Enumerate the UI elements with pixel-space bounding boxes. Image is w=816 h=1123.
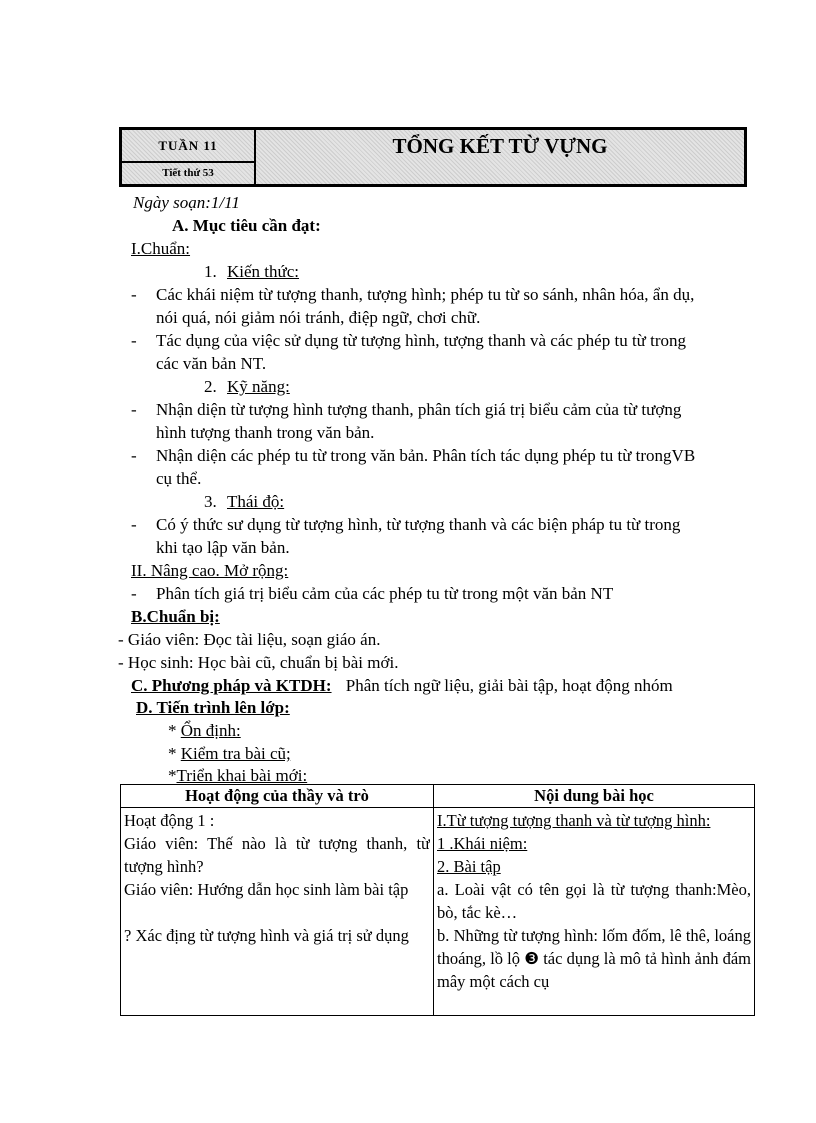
week-label: TUẦN 11 (122, 130, 254, 163)
table-row (121, 808, 755, 1016)
prep-date: Ngày soạn:1/11 (133, 193, 240, 212)
exercise-b-text-cont: tác dụng là mô tả hình ảnh đám mây một cách cụ (437, 949, 751, 991)
bullet-dash: - (131, 515, 137, 534)
content-cell (434, 808, 755, 1016)
header-left-panel (122, 130, 256, 184)
step-star: * (168, 744, 177, 763)
skills-title: Kỹ năng: (227, 377, 290, 396)
step-check-old-lesson (168, 743, 291, 765)
advanced-label-text: II. Nâng cao. Mở rộng: (131, 561, 289, 580)
section-c-content: Phân tích ngữ liệu, giải bài tập, hoạt động nhóm (345, 676, 673, 695)
content-heading: I.Từ tượng tượng thanh và từ tượng hình: (437, 811, 711, 830)
content-item-exercise (437, 855, 751, 878)
attitude-title: Thái độ: (227, 492, 285, 511)
section-b-heading (131, 606, 220, 628)
circled-three-icon: ❸ (524, 949, 540, 968)
advanced-label (131, 560, 288, 582)
step-text: Triển khai bài mới: (176, 766, 308, 785)
step-stabilize (168, 720, 241, 742)
attitude-num: 3. (204, 492, 217, 511)
knowledge-bullet-2-line-1: Tác dụng của việc sử dụng từ tượng hình, tượng thanh và các phép tu từ trong (156, 331, 687, 350)
skills-num: 2. (204, 377, 217, 396)
content-item-concept (437, 832, 751, 855)
content-body (437, 809, 751, 1014)
table-header-row (121, 785, 755, 808)
exercise-b-text: b. Những từ tượng hình: lốm đốm, lê thê, loáng thoáng, lồ lộ (437, 926, 751, 968)
section-c (131, 675, 673, 697)
section-c-heading: C. Phương pháp và KTDH: (131, 676, 332, 695)
prep-teacher: - Giáo viên: Đọc tài liệu, soạn giáo án. (118, 630, 381, 649)
bullet-dash: - (131, 285, 137, 304)
section-d-heading-text: D. Tiến trình lên lớp: (136, 698, 290, 717)
student-question: ? Xác địng từ tượng hình và giá trị sử dụng (124, 926, 409, 945)
activities-cell (121, 808, 434, 1016)
concept-label: 1 .Khái niệm: (437, 834, 528, 853)
exercise-a: a. Loài vật có tên gọi là từ tượng thanh:Mèo, bò, tắc kè… (437, 880, 751, 922)
teacher-question-1: Giáo viên: Thế nào là từ tượng thanh, từ tượng hình? (124, 834, 430, 876)
skills-bullet-1-line-1: Nhận diện từ tượng hình tượng thanh, phân tích giá trị biểu cảm của từ tượng (156, 400, 682, 419)
spacer (124, 901, 430, 924)
exercise-b (437, 924, 751, 993)
advanced-bullet: Phân tích giá trị biểu cảm của các phép tu từ trong một văn bản NT (156, 584, 614, 603)
attitude-heading (204, 491, 284, 513)
step-text: Kiểm tra bài cũ; (180, 744, 291, 763)
attitude-bullet-1-line-2: khi tạo lập văn bản. (156, 538, 290, 557)
knowledge-heading (204, 261, 299, 283)
knowledge-title: Kiến thức: (227, 262, 300, 281)
step-text: Ổn định: (180, 721, 241, 740)
knowledge-bullet-2-line-2: các văn bản NT. (156, 354, 267, 373)
step-star: * (168, 721, 177, 740)
step-star: * (168, 766, 177, 785)
bullet-dash: - (131, 446, 137, 465)
column-header-activities: Hoạt động của thầy và trò (121, 785, 434, 808)
prep-student: - Học sinh: Học bài cũ, chuẩn bị bài mới. (118, 653, 399, 672)
knowledge-bullet-1-line-2: nói quá, nói giảm nói tránh, điệp ngữ, chơi chữ. (156, 308, 481, 327)
activities-body (124, 809, 430, 1014)
skills-bullet-2-line-1: Nhận diện các phép tu từ trong văn bản. Phân tích tác dụng phép tu từ trongVB (156, 446, 696, 465)
bullet-dash: - (131, 584, 137, 603)
lesson-header-box (119, 127, 747, 187)
skills-heading (204, 376, 290, 398)
knowledge-bullet-1-line-1: Các khái niệm từ tượng thanh, tượng hình; phép tu từ so sánh, nhân hóa, ẩn dụ, (156, 285, 695, 304)
section-b-heading-text: B.Chuẩn bị: (131, 607, 220, 626)
activity-label: Hoạt động 1 : (124, 811, 215, 830)
period-label: Tiết thứ 53 (162, 167, 214, 179)
column-header-content: Nội dung bài học (434, 785, 755, 808)
section-a-heading (172, 215, 321, 237)
section-d-heading (136, 697, 290, 719)
lesson-table (120, 784, 755, 1016)
attitude-bullet-1-line-1: Có ý thức sư dụng từ tượng hình, từ tượng thanh và các biện pháp tu từ trong (156, 515, 681, 534)
bullet-dash: - (131, 400, 137, 419)
exercise-label: 2. Bài tập (437, 857, 501, 876)
standard-label (131, 238, 190, 260)
section-a-heading-text: A. Mục tiêu cần đạt: (172, 216, 321, 235)
skills-bullet-2-line-2: cụ thể. (156, 469, 202, 488)
lesson-title: TỔNG KẾT TỪ VỰNG (392, 134, 608, 158)
bullet-dash: - (131, 331, 137, 350)
skills-bullet-1-line-2: hình tượng thanh trong văn bản. (156, 423, 375, 442)
teacher-question-2: Giáo viên: Hướng dẫn học sinh làm bài tập (124, 880, 409, 899)
knowledge-num: 1. (204, 262, 217, 281)
standard-label-text: I.Chuẩn: (131, 239, 191, 258)
